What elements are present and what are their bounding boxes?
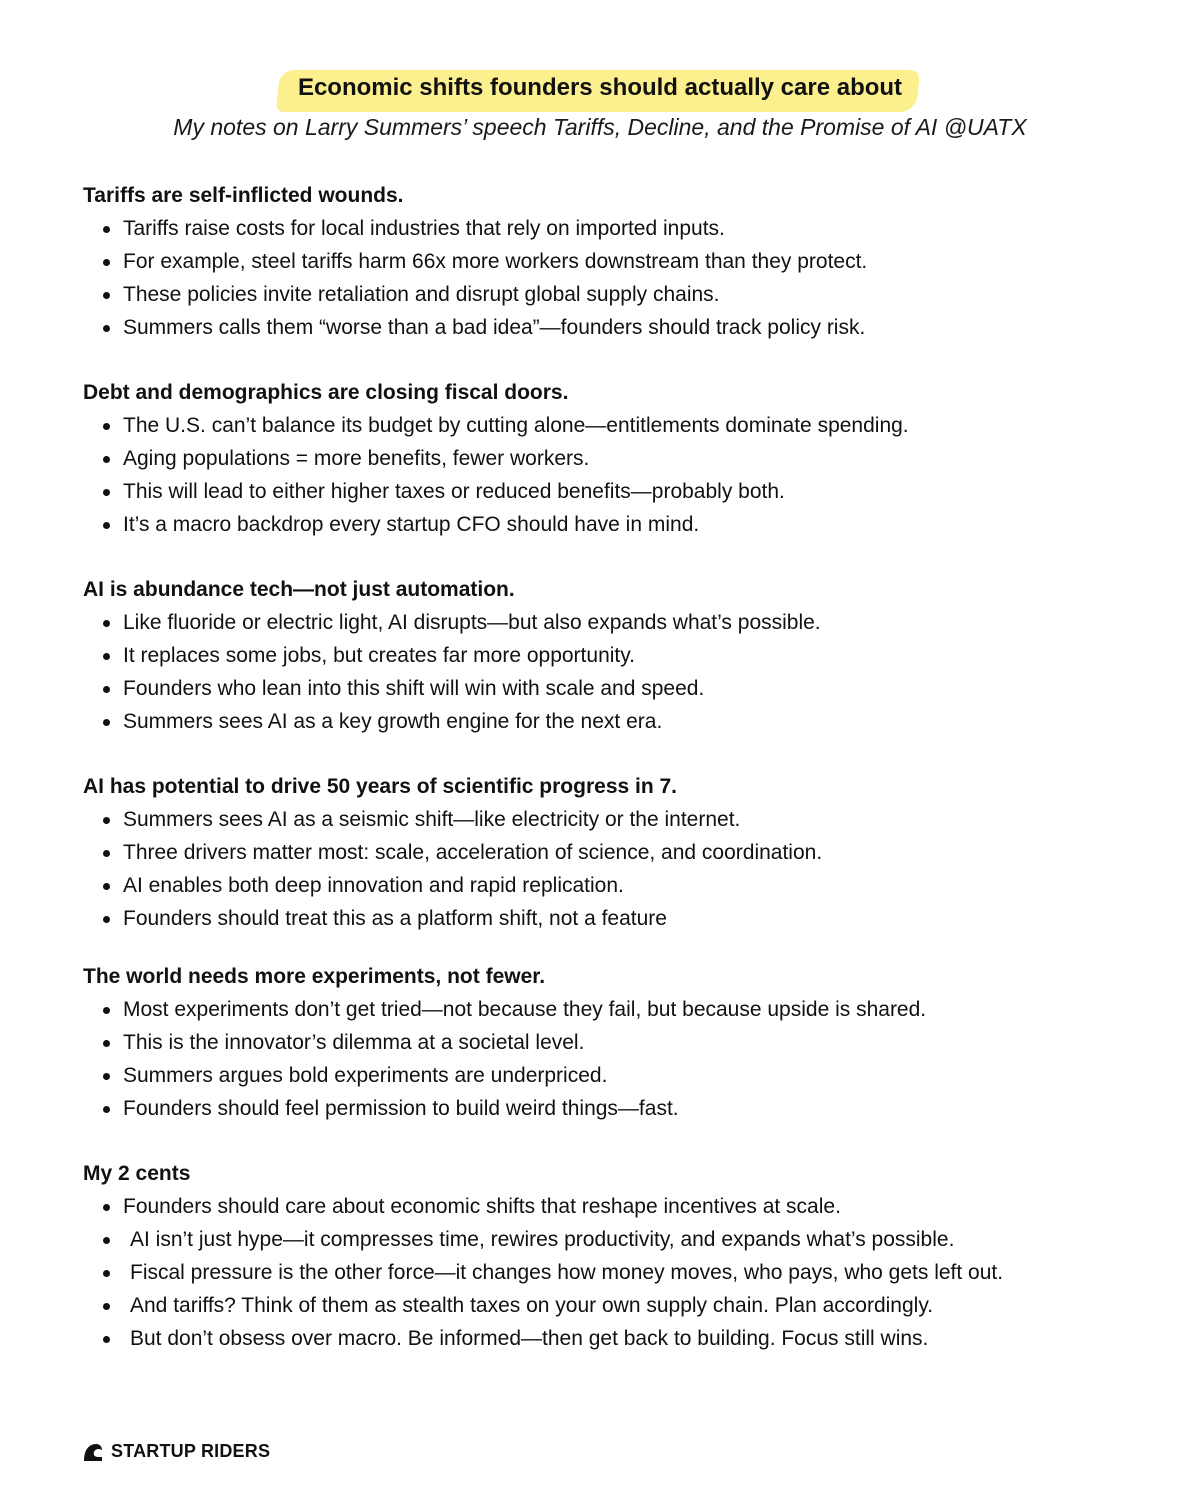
section-debt-demographics	[83, 377, 1173, 541]
list-item	[83, 803, 1173, 836]
list-item	[83, 245, 1173, 278]
bullet-icon	[103, 423, 110, 430]
bullet-text: This is the innovator’s dilemma at a societal level.	[123, 1031, 585, 1054]
bullet-text: The U.S. can’t balance its budget by cutting alone—entitlements dominate spending.	[123, 414, 909, 437]
bullet-icon	[103, 1040, 110, 1047]
bullet-text: Summers sees AI as a seismic shift—like electricity or the internet.	[123, 808, 741, 831]
section-ai-abundance	[83, 574, 1173, 738]
bullet-text: Three drivers matter most: scale, acceleration of science, and coordination.	[123, 841, 823, 864]
bullet-icon	[103, 817, 110, 824]
bullet-icon	[103, 1007, 110, 1014]
bullet-icon	[103, 259, 110, 266]
bullet-icon	[103, 1237, 110, 1244]
list-item	[83, 1223, 1173, 1256]
list-item	[83, 639, 1173, 672]
bullet-icon	[103, 292, 110, 299]
bullet-text: Most experiments don’t get tried—not because they fail, but because upside is shared.	[123, 998, 927, 1021]
bullet-icon	[103, 1303, 110, 1310]
bullet-text: These policies invite retaliation and disrupt global supply chains.	[123, 283, 720, 306]
bullet-text: For example, steel tariffs harm 66x more workers downstream than they protect.	[123, 250, 868, 273]
list-item	[83, 311, 1173, 344]
bullet-text: It’s a macro backdrop every startup CFO should have in mind.	[123, 513, 700, 536]
bullet-icon	[103, 456, 110, 463]
bullet-list	[83, 1190, 1173, 1355]
list-item	[83, 902, 1173, 935]
section-heading: Tariffs are self-inflicted wounds.	[83, 184, 404, 207]
section-tariffs	[83, 180, 1173, 344]
list-item	[83, 606, 1173, 639]
list-item	[83, 409, 1173, 442]
bullet-icon	[103, 1073, 110, 1080]
bullet-icon	[103, 1270, 110, 1277]
bullet-icon	[103, 620, 110, 627]
bullet-icon	[103, 522, 110, 529]
bullet-icon	[103, 686, 110, 693]
bullet-text: But don’t obsess over macro. Be informed—then get back to building. Focus still wins.	[130, 1327, 929, 1350]
bullet-icon	[103, 916, 110, 923]
bullet-text: Summers sees AI as a key growth engine for the next era.	[123, 710, 663, 733]
bullet-text: AI isn’t just hype—it compresses time, rewires productivity, and expands what’s possible.	[130, 1228, 955, 1251]
bullet-text: Fiscal pressure is the other force—it changes how money moves, who pays, who gets left out.	[130, 1261, 1004, 1284]
bullet-text: AI enables both deep innovation and rapid replication.	[123, 874, 624, 897]
page-title: Economic shifts founders should actually care about	[297, 74, 903, 101]
list-item	[83, 1092, 1173, 1125]
bullet-text: Summers calls them “worse than a bad idea”—founders should track policy risk.	[123, 316, 866, 339]
bullet-list	[83, 409, 1173, 541]
section-my-2-cents	[83, 1158, 1173, 1355]
bullet-icon	[103, 653, 110, 660]
title-wrap	[298, 68, 902, 108]
bullet-text: Aging populations = more benefits, fewer workers.	[123, 447, 590, 470]
bullet-icon	[103, 850, 110, 857]
list-item	[83, 212, 1173, 245]
section-heading: Debt and demographics are closing fiscal doors.	[83, 381, 569, 404]
section-heading: My 2 cents	[83, 1162, 191, 1185]
list-item	[83, 475, 1173, 508]
bullet-text: Summers argues bold experiments are underpriced.	[123, 1064, 608, 1087]
bullet-text: Founders who lean into this shift will win with scale and speed.	[123, 677, 705, 700]
list-item	[83, 1256, 1173, 1289]
bullet-icon	[103, 719, 110, 726]
bullet-list	[83, 993, 1173, 1125]
bullet-list	[83, 212, 1173, 344]
list-item	[83, 1059, 1173, 1092]
bullet-text: Founders should feel permission to build weird things—fast.	[123, 1097, 679, 1120]
bullet-text: And tariffs? Think of them as stealth taxes on your own supply chain. Plan accordingly.	[130, 1294, 934, 1317]
bullet-text: Tariffs raise costs for local industries that rely on imported inputs.	[123, 217, 725, 240]
bullet-icon	[103, 1336, 110, 1343]
list-item	[83, 993, 1173, 1026]
list-item	[83, 1289, 1173, 1322]
footer-brand	[83, 1441, 270, 1462]
list-item	[83, 705, 1173, 738]
bullet-icon	[103, 489, 110, 496]
bullet-text: It replaces some jobs, but creates far more opportunity.	[123, 644, 636, 667]
bullet-text: Founders should treat this as a platform shift, not a feature	[123, 907, 667, 930]
list-item	[83, 278, 1173, 311]
section-heading: AI has potential to drive 50 years of scientific progress in 7.	[83, 775, 678, 798]
bullet-icon	[103, 1106, 110, 1113]
wave-icon	[83, 1442, 103, 1462]
bullet-list	[83, 606, 1173, 738]
page-subtitle: My notes on Larry Summers’ speech Tariffs, Decline, and the Promise of AI @UATX	[173, 114, 1027, 140]
list-item	[83, 869, 1173, 902]
section-heading: The world needs more experiments, not fewer.	[83, 965, 546, 988]
list-item	[83, 508, 1173, 541]
notes-content	[83, 180, 1173, 1388]
list-item	[83, 1190, 1173, 1223]
section-heading: AI is abundance tech—not just automation.	[83, 578, 515, 601]
list-item	[83, 1322, 1173, 1355]
bullet-icon	[103, 325, 110, 332]
bullet-icon	[103, 1204, 110, 1211]
bullet-text: This will lead to either higher taxes or reduced benefits—probably both.	[123, 480, 785, 503]
bullet-icon	[103, 883, 110, 890]
brand-name: STARTUP RIDERS	[111, 1441, 271, 1461]
bullet-icon	[103, 226, 110, 233]
bullet-text: Like fluoride or electric light, AI disrupts—but also expands what’s possible.	[123, 611, 821, 634]
list-item	[83, 836, 1173, 869]
list-item	[83, 442, 1173, 475]
bullet-list	[83, 803, 1173, 935]
bullet-text: Founders should care about economic shifts that reshape incentives at scale.	[123, 1195, 841, 1218]
document-header	[0, 68, 1200, 142]
list-item	[83, 672, 1173, 705]
section-experiments	[83, 961, 1173, 1125]
section-ai-progress	[83, 771, 1173, 935]
list-item	[83, 1026, 1173, 1059]
